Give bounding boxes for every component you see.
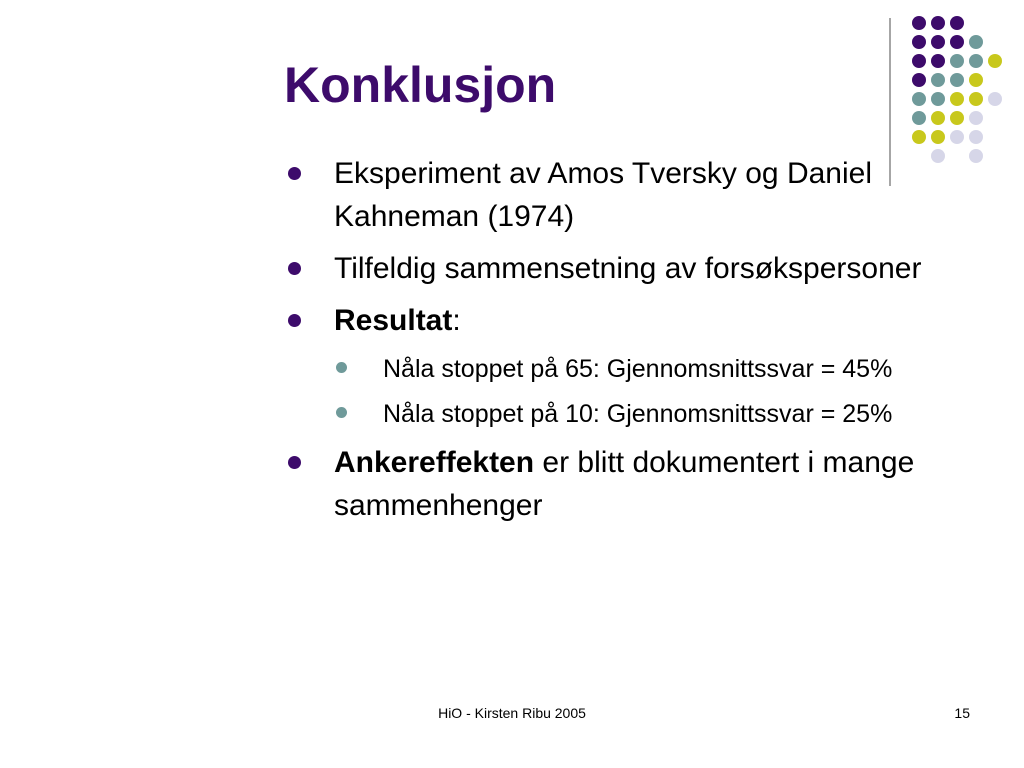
decorative-dot bbox=[912, 111, 926, 125]
sub-bullet-text: Nåla stoppet på 65: Gjennomsnittssvar = 45% bbox=[383, 355, 893, 383]
decorative-dot bbox=[912, 54, 926, 68]
bullet-text: er blitt dokumentert i mange sammenhenger bbox=[334, 446, 915, 522]
sub-bullet-item-65 bbox=[284, 351, 974, 387]
bullet-item-anchor-effect bbox=[284, 441, 974, 527]
decorative-dot bbox=[969, 111, 983, 125]
decorative-dot bbox=[912, 73, 926, 87]
decorative-dot bbox=[912, 35, 926, 49]
decorative-dot bbox=[950, 111, 964, 125]
decorative-dot bbox=[988, 92, 1002, 106]
bullet-item-experiment bbox=[284, 152, 974, 238]
bullet-bold-text: Resultat bbox=[334, 304, 453, 337]
decorative-dot bbox=[969, 54, 983, 68]
decorative-dot bbox=[912, 16, 926, 30]
decorative-dot bbox=[931, 35, 945, 49]
bullet-icon bbox=[288, 314, 301, 327]
bullet-text: : bbox=[452, 304, 461, 337]
decorative-dot bbox=[950, 54, 964, 68]
decorative-dot bbox=[931, 92, 945, 106]
decorative-dot bbox=[931, 54, 945, 68]
decorative-dot bbox=[931, 73, 945, 87]
decorative-dot bbox=[931, 111, 945, 125]
decorative-dot bbox=[931, 16, 945, 30]
decorative-dot bbox=[969, 92, 983, 106]
bullet-icon bbox=[288, 167, 301, 180]
sub-bullet-item-10 bbox=[284, 396, 974, 432]
decorative-dot bbox=[912, 92, 926, 106]
decorative-dot bbox=[969, 130, 983, 144]
decorative-dot bbox=[969, 35, 983, 49]
bullet-text: Tilfeldig sammensetning av forsøkspersoner bbox=[334, 252, 922, 285]
decorative-dot bbox=[950, 130, 964, 144]
decorative-dot bbox=[950, 73, 964, 87]
decorative-dot bbox=[931, 130, 945, 144]
bullet-icon bbox=[288, 262, 301, 275]
slide-footer: HiO - Kirsten Ribu 2005 bbox=[438, 705, 586, 721]
sub-bullet-text: Nåla stoppet på 10: Gjennomsnittssvar = 25% bbox=[383, 400, 893, 428]
decorative-dot bbox=[950, 16, 964, 30]
bullet-bold-text: Ankereffekten bbox=[334, 446, 535, 479]
decorative-dot bbox=[988, 54, 1002, 68]
sub-bullet-icon bbox=[336, 362, 347, 373]
bullet-item-result bbox=[284, 299, 974, 342]
slide-title: Konklusjon bbox=[284, 57, 557, 113]
decorative-dot bbox=[950, 92, 964, 106]
sub-bullet-icon bbox=[336, 407, 347, 418]
slide-page-number: 15 bbox=[954, 705, 970, 721]
bullet-text: Eksperiment av Amos Tversky og Daniel Kahneman (1974) bbox=[334, 157, 872, 233]
slide-body bbox=[284, 152, 974, 536]
decorative-dot bbox=[950, 35, 964, 49]
decorative-dot bbox=[912, 130, 926, 144]
bullet-item-random-composition bbox=[284, 247, 974, 290]
bullet-icon bbox=[288, 456, 301, 469]
decorative-dot bbox=[969, 73, 983, 87]
